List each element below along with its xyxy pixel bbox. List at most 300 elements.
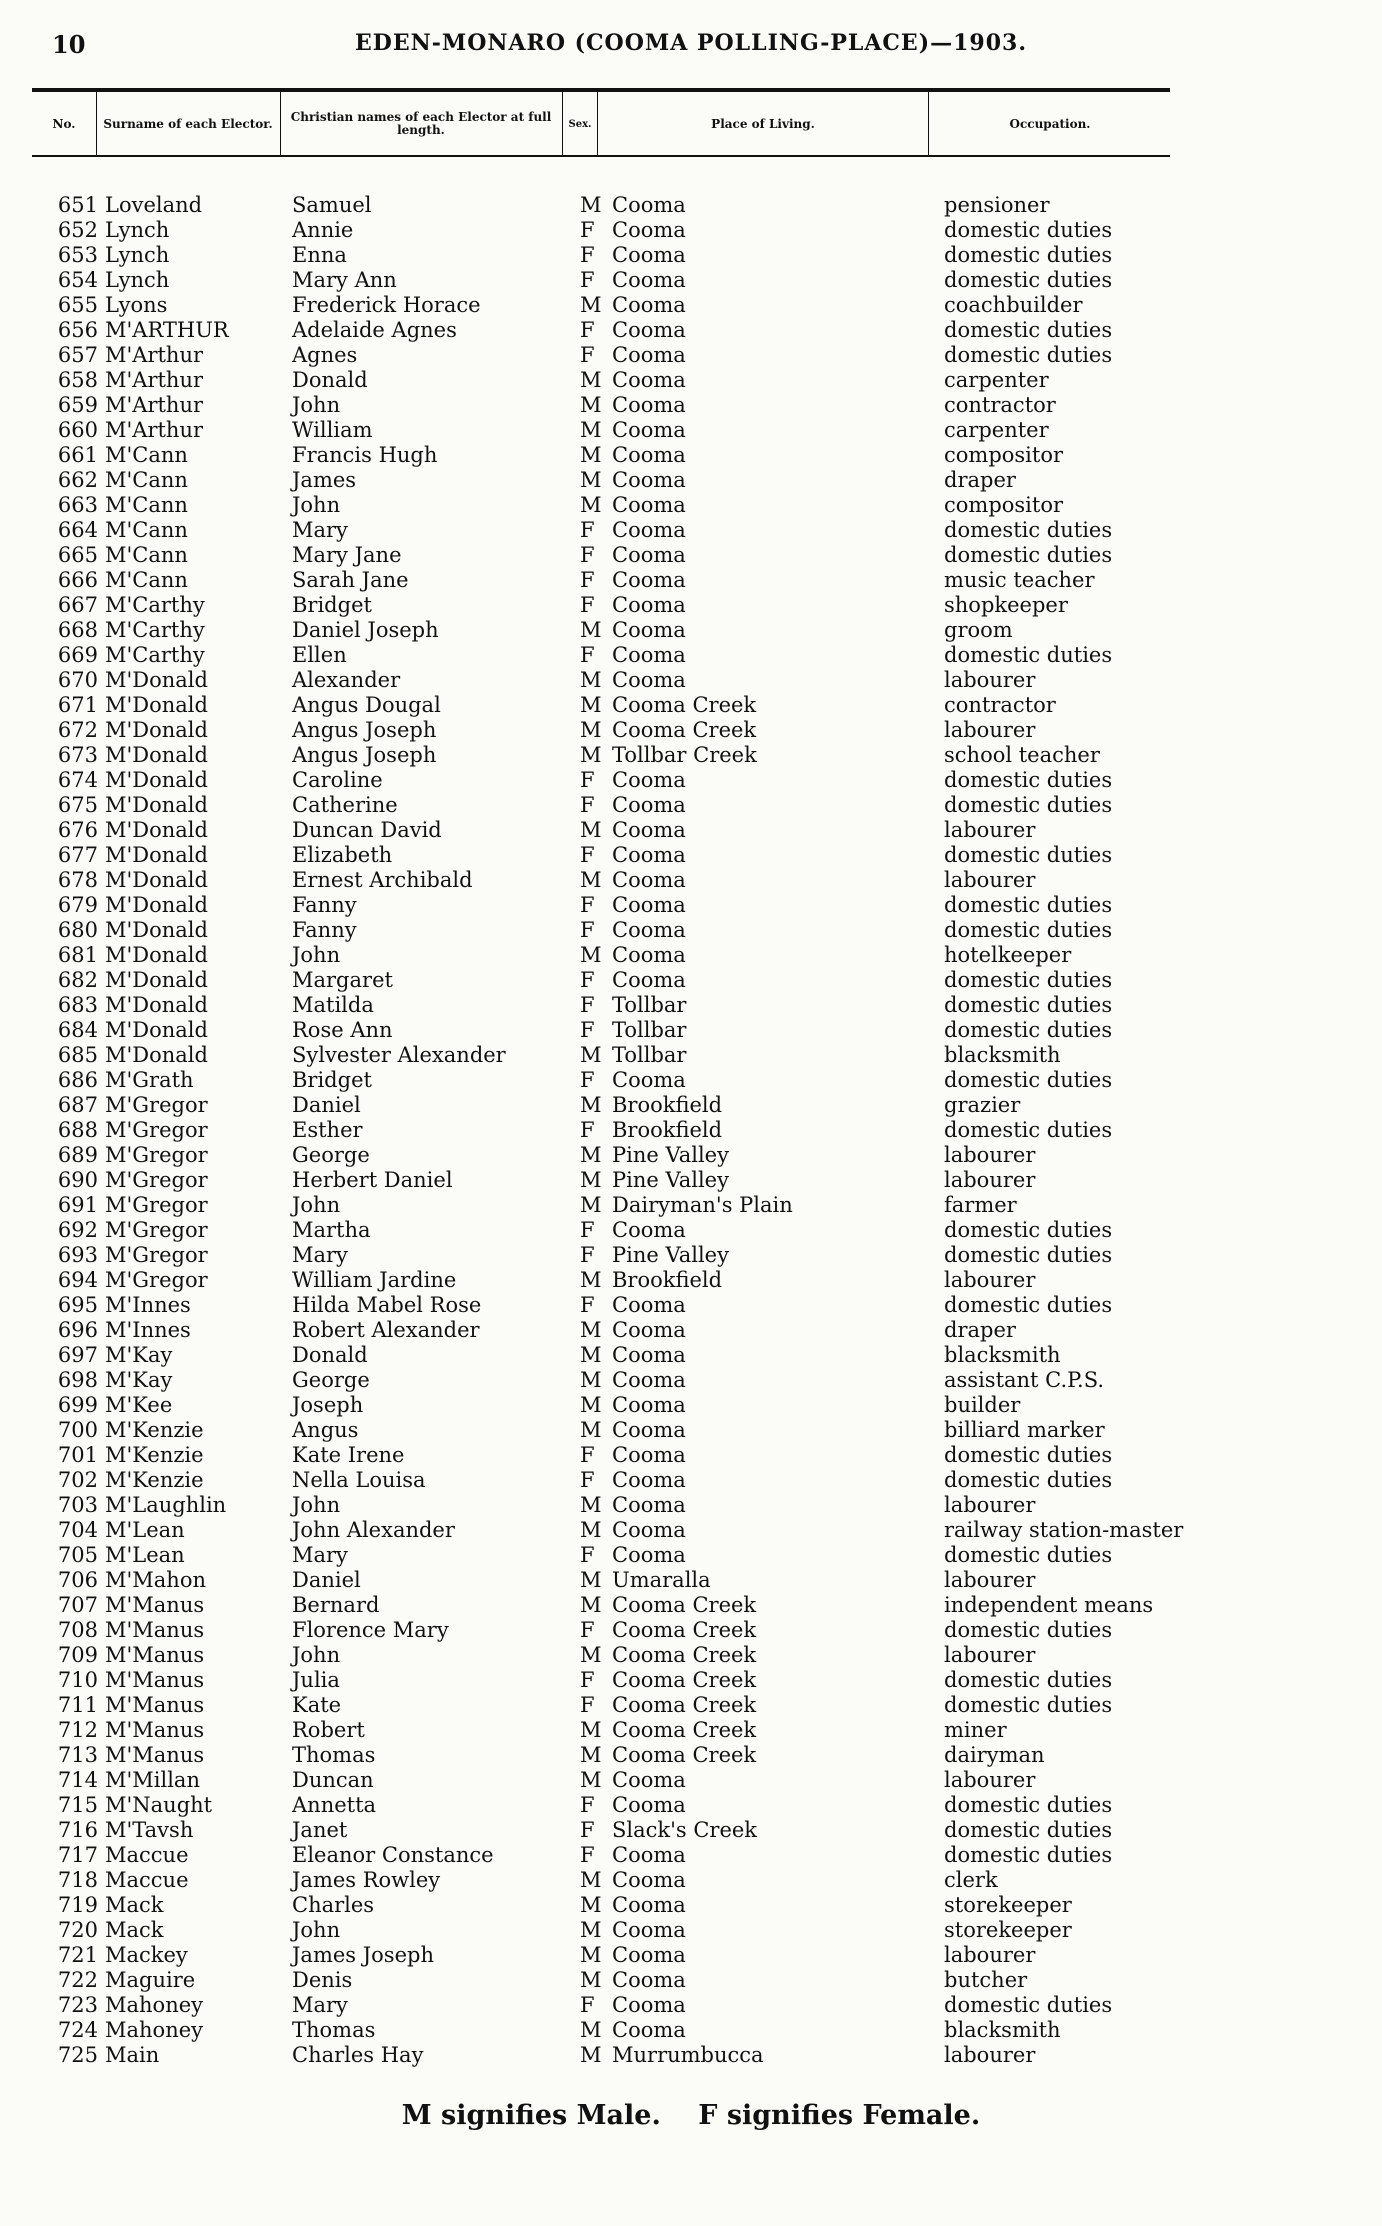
column-header-sex: Sex. [568,118,592,130]
elector-number: 684 [57,1018,98,1042]
elector-place: Brookfield [612,1118,723,1142]
elector-surname: M'Kenzie [105,1443,204,1467]
elector-sex: M [580,2043,602,2067]
elector-place: Slack's Creek [612,1818,758,1842]
elector-sex: F [580,643,595,667]
elector-place: Murrumbucca [612,2043,764,2067]
elector-occupation: labourer [944,1143,1036,1167]
elector-number: 705 [57,1543,98,1567]
elector-surname: M'Naught [105,1793,213,1817]
elector-surname: M'Donald [105,843,208,867]
elector-number: 662 [57,468,98,492]
elector-surname: M'Arthur [105,393,204,417]
table-row [0,1843,1382,1868]
elector-occupation: domestic duties [944,318,1113,342]
elector-christian-names: Thomas [292,2018,376,2042]
elector-sex: F [580,1793,595,1817]
table-row [0,1768,1382,1793]
elector-number: 688 [57,1118,98,1142]
elector-christian-names: Florence Mary [292,1618,449,1642]
elector-occupation: domestic duties [944,993,1113,1017]
elector-place: Cooma [612,343,686,367]
elector-surname: Lynch [105,218,170,242]
elector-sex: M [580,1143,602,1167]
elector-sex: F [580,918,595,942]
elector-place: Cooma [612,943,686,967]
elector-sex: F [580,1443,595,1467]
table-row [0,1918,1382,1943]
elector-occupation: labourer [944,818,1036,842]
elector-christian-names: Denis [292,1968,353,1992]
elector-occupation: pensioner [944,193,1050,217]
elector-christian-names: Robert Alexander [292,1318,480,1342]
elector-christian-names: Angus [292,1418,359,1442]
elector-occupation: labourer [944,1943,1036,1967]
elector-sex: F [580,993,595,1017]
elector-occupation: domestic duties [944,1818,1113,1842]
table-row [0,1393,1382,1418]
elector-christian-names: Daniel [292,1568,361,1592]
elector-surname: Lynch [105,243,170,267]
elector-place: Cooma [612,1918,686,1942]
elector-number: 711 [57,1693,98,1717]
elector-surname: M'Manus [105,1693,205,1717]
table-row [0,718,1382,743]
elector-surname: M'Kenzie [105,1468,204,1492]
elector-place: Cooma [612,1768,686,1792]
elector-number: 719 [57,1893,98,1917]
elector-number: 663 [57,493,98,517]
elector-occupation: draper [944,1318,1016,1342]
elector-place: Brookfield [612,1268,723,1292]
elector-surname: M'Donald [105,793,208,817]
elector-surname: M'Gregor [105,1268,208,1292]
elector-occupation: clerk [944,1868,998,1892]
elector-number: 667 [57,593,98,617]
elector-place: Cooma [612,1318,686,1342]
elector-place: Cooma [612,818,686,842]
elector-place: Cooma [612,768,686,792]
table-row [0,1468,1382,1493]
elector-surname: M'Lean [105,1518,185,1542]
elector-place: Cooma Creek [612,1593,757,1617]
table-row [0,1193,1382,1218]
table-row [0,1068,1382,1093]
elector-place: Cooma [612,268,686,292]
elector-surname: M'Cann [105,568,188,592]
elector-christian-names: Martha [292,1218,371,1242]
table-row [0,1368,1382,1393]
elector-number: 656 [57,318,98,342]
elector-sex: M [580,1193,602,1217]
elector-surname: M'Manus [105,1618,205,1642]
elector-occupation: domestic duties [944,268,1113,292]
elector-surname: M'Innes [105,1293,191,1317]
elector-place: Cooma [612,668,686,692]
elector-number: 696 [57,1318,98,1342]
elector-sex: F [580,1843,595,1867]
elector-occupation: domestic duties [944,643,1113,667]
table-row [0,1218,1382,1243]
elector-christian-names: Mary [292,1993,348,2017]
elector-place: Cooma [612,293,686,317]
table-row [0,1018,1382,1043]
elector-number: 690 [57,1168,98,1192]
elector-surname: Lyons [105,293,168,317]
elector-sex: F [580,1293,595,1317]
table-row [0,268,1382,293]
elector-sex: F [580,793,595,817]
table-row [0,1293,1382,1318]
elector-sex: F [580,1668,595,1692]
elector-occupation: draper [944,468,1016,492]
elector-surname: M'ARTHUR [105,318,229,342]
table-row [0,2018,1382,2043]
elector-surname: Maccue [105,1843,189,1867]
table-row [0,1718,1382,1743]
table-row [0,1993,1382,2018]
elector-surname: M'Kee [105,1393,173,1417]
elector-christian-names: Fanny [292,893,357,917]
elector-number: 718 [57,1868,98,1892]
elector-number: 709 [57,1643,98,1667]
elector-sex: M [580,1918,602,1942]
elector-occupation: domestic duties [944,1018,1113,1042]
elector-occupation: domestic duties [944,343,1113,367]
elector-place: Cooma [612,893,686,917]
elector-sex: M [580,1368,602,1392]
elector-place: Cooma [612,393,686,417]
elector-occupation: domestic duties [944,793,1113,817]
elector-christian-names: Robert [292,1718,365,1742]
table-row [0,1168,1382,1193]
elector-number: 653 [57,243,98,267]
elector-place: Pine Valley [612,1243,729,1267]
table-row [0,468,1382,493]
elector-christian-names: Donald [292,1343,368,1367]
elector-number: 651 [57,193,98,217]
elector-number: 707 [57,1593,98,1617]
elector-place: Brookfield [612,1093,723,1117]
elector-surname: Mack [105,1918,164,1942]
table-row [0,1318,1382,1343]
elector-christian-names: John [292,943,341,967]
elector-christian-names: John Alexander [292,1518,455,1542]
elector-place: Cooma [612,568,686,592]
legend-male: M signifies Male. [401,2100,661,2131]
elector-sex: M [580,1593,602,1617]
elector-number: 722 [57,1968,98,1992]
elector-christian-names: William [292,418,373,442]
elector-number: 654 [57,268,98,292]
elector-christian-names: John [292,1918,341,1942]
elector-surname: M'Gregor [105,1218,208,1242]
elector-christian-names: Caroline [292,768,383,792]
table-row [0,1143,1382,1168]
table-row [0,418,1382,443]
elector-sex: F [580,268,595,292]
elector-christian-names: Mary [292,518,348,542]
elector-surname: M'Manus [105,1593,205,1617]
elector-place: Cooma Creek [612,1643,757,1667]
elector-occupation: shopkeeper [944,593,1068,617]
elector-occupation: domestic duties [944,968,1113,992]
elector-number: 670 [57,668,98,692]
elector-sex: M [580,1418,602,1442]
elector-occupation: domestic duties [944,1218,1113,1242]
elector-christian-names: Kate [292,1693,342,1717]
elector-christian-names: James [292,468,357,492]
elector-number: 692 [57,1218,98,1242]
elector-sex: M [580,1768,602,1792]
elector-place: Cooma [612,1868,686,1892]
elector-christian-names: Esther [292,1118,363,1142]
elector-surname: Lynch [105,268,170,292]
elector-place: Dairyman's Plain [612,1193,793,1217]
elector-surname: M'Gregor [105,1143,208,1167]
elector-sex: M [580,1568,602,1592]
elector-occupation: miner [944,1718,1007,1742]
table-row [0,1343,1382,1368]
table-row [0,818,1382,843]
elector-occupation: school teacher [944,743,1100,767]
elector-number: 679 [57,893,98,917]
elector-christian-names: Nella Louisa [292,1468,426,1492]
elector-surname: M'Manus [105,1718,205,1742]
elector-place: Cooma [612,243,686,267]
elector-number: 702 [57,1468,98,1492]
elector-sex: M [580,943,602,967]
elector-occupation: billiard marker [944,1418,1105,1442]
table-row [0,1793,1382,1818]
elector-place: Cooma Creek [612,718,757,742]
elector-place: Cooma [612,1368,686,1392]
elector-number: 682 [57,968,98,992]
elector-sex: F [580,543,595,567]
elector-sex: M [580,743,602,767]
elector-occupation: compositor [944,493,1064,517]
elector-sex: M [580,368,602,392]
elector-occupation: domestic duties [944,843,1113,867]
elector-place: Tollbar [612,993,687,1017]
elector-christian-names: Sylvester Alexander [292,1043,506,1067]
elector-number: 661 [57,443,98,467]
elector-surname: Maccue [105,1868,189,1892]
elector-surname: M'Carthy [105,593,205,617]
table-row [0,393,1382,418]
elector-place: Cooma [612,418,686,442]
header-rule [32,155,1170,157]
elector-occupation: labourer [944,668,1036,692]
elector-occupation: domestic duties [944,1693,1113,1717]
elector-christian-names: Elizabeth [292,843,393,867]
elector-place: Cooma [612,1793,686,1817]
table-row [0,543,1382,568]
elector-sex: F [580,1543,595,1567]
elector-christian-names: Margaret [292,968,393,992]
elector-place: Cooma [612,368,686,392]
elector-occupation: domestic duties [944,518,1113,542]
elector-surname: Mackey [105,1943,188,1967]
elector-surname: M'Donald [105,1018,208,1042]
elector-place: Cooma [612,193,686,217]
elector-christian-names: Kate Irene [292,1443,405,1467]
elector-surname: M'Kay [105,1343,173,1367]
elector-christian-names: John [292,1493,341,1517]
elector-christian-names: Mary [292,1243,348,1267]
table-row [0,1668,1382,1693]
elector-sex: F [580,343,595,367]
elector-surname: M'Kay [105,1368,173,1392]
elector-surname: M'Manus [105,1668,205,1692]
table-row [0,743,1382,768]
elector-place: Cooma [612,618,686,642]
elector-sex: M [580,293,602,317]
elector-sex: M [580,693,602,717]
elector-number: 704 [57,1518,98,1542]
elector-occupation: labourer [944,1168,1036,1192]
elector-number: 712 [57,1718,98,1742]
elector-sex: F [580,1818,595,1842]
elector-christian-names: Angus Dougal [292,693,441,717]
table-row [0,568,1382,593]
elector-number: 710 [57,1668,98,1692]
elector-occupation: compositor [944,443,1064,467]
elector-number: 678 [57,868,98,892]
elector-number: 672 [57,718,98,742]
elector-occupation: domestic duties [944,1843,1113,1867]
elector-christian-names: John [292,1643,341,1667]
elector-sex: M [580,1968,602,1992]
elector-christian-names: Alexander [292,668,401,692]
elector-number: 659 [57,393,98,417]
table-row [0,843,1382,868]
elector-sex: F [580,1618,595,1642]
elector-number: 658 [57,368,98,392]
elector-surname: Mahoney [105,2018,204,2042]
elector-place: Cooma [612,1393,686,1417]
elector-occupation: contractor [944,693,1056,717]
elector-christian-names: Annetta [292,1793,377,1817]
elector-occupation: blacksmith [944,1343,1061,1367]
elector-occupation: blacksmith [944,2018,1061,2042]
column-divider [562,92,563,156]
elector-surname: M'Cann [105,518,188,542]
elector-occupation: domestic duties [944,1793,1113,1817]
elector-place: Cooma [612,1993,686,2017]
elector-christian-names: Fanny [292,918,357,942]
elector-surname: M'Tavsh [105,1818,194,1842]
elector-christian-names: Eleanor Constance [292,1843,494,1867]
elector-sex: M [580,1268,602,1292]
table-row [0,1893,1382,1918]
elector-place: Pine Valley [612,1143,729,1167]
elector-number: 699 [57,1393,98,1417]
elector-sex: F [580,1218,595,1242]
table-row [0,1693,1382,1718]
table-row [0,868,1382,893]
elector-sex: M [580,393,602,417]
elector-place: Cooma [612,918,686,942]
elector-christian-names: Duncan David [292,818,442,842]
elector-sex: M [580,1518,602,1542]
elector-number: 698 [57,1368,98,1392]
elector-place: Tollbar [612,1018,687,1042]
elector-surname: Mack [105,1893,164,1917]
elector-place: Tollbar [612,1043,687,1067]
elector-sex: M [580,1318,602,1342]
elector-place: Cooma [612,1418,686,1442]
elector-place: Cooma Creek [612,693,757,717]
elector-number: 680 [57,918,98,942]
elector-occupation: labourer [944,1568,1036,1592]
elector-occupation: storekeeper [944,1918,1072,1942]
elector-number: 683 [57,993,98,1017]
elector-sex: M [580,668,602,692]
top-rule [32,88,1170,92]
elector-surname: M'Gregor [105,1193,208,1217]
elector-number: 666 [57,568,98,592]
elector-sex: M [580,1168,602,1192]
elector-surname: M'Carthy [105,643,205,667]
elector-place: Cooma Creek [612,1618,757,1642]
elector-place: Cooma [612,593,686,617]
elector-surname: M'Donald [105,668,208,692]
elector-surname: M'Manus [105,1643,205,1667]
elector-surname: M'Carthy [105,618,205,642]
elector-christian-names: Daniel [292,1093,361,1117]
table-row [0,518,1382,543]
elector-number: 725 [57,2043,98,2067]
elector-sex: F [580,593,595,617]
elector-christian-names: Joseph [292,1393,364,1417]
elector-occupation: blacksmith [944,1043,1061,1067]
elector-christian-names: Janet [292,1818,348,1842]
elector-place: Cooma [612,1343,686,1367]
table-row [0,293,1382,318]
elector-place: Cooma [612,1893,686,1917]
elector-place: Cooma [612,1443,686,1467]
elector-occupation: domestic duties [944,1293,1113,1317]
column-header-occupation: Occupation. [1009,116,1091,131]
elector-surname: M'Innes [105,1318,191,1342]
elector-surname: Main [105,2043,160,2067]
elector-occupation: labourer [944,2043,1036,2067]
elector-sex: F [580,843,595,867]
elector-sex: M [580,868,602,892]
elector-surname: M'Grath [105,1068,194,1092]
column-divider [597,92,598,156]
elector-occupation: railway station-master [944,1518,1184,1542]
elector-occupation: domestic duties [944,893,1113,917]
table-row [0,668,1382,693]
elector-number: 695 [57,1293,98,1317]
table-row [0,993,1382,1018]
elector-place: Pine Valley [612,1168,729,1192]
column-header-no: No. [52,116,76,131]
elector-number: 717 [57,1843,98,1867]
elector-occupation: independent means [944,1593,1154,1617]
table-row [0,318,1382,343]
elector-sex: M [580,1718,602,1742]
elector-number: 720 [57,1918,98,1942]
elector-surname: M'Lean [105,1543,185,1567]
elector-number: 721 [57,1943,98,1967]
legend-note [0,2100,1382,2131]
elector-sex: M [580,2018,602,2042]
elector-occupation: domestic duties [944,918,1113,942]
elector-occupation: groom [944,618,1013,642]
